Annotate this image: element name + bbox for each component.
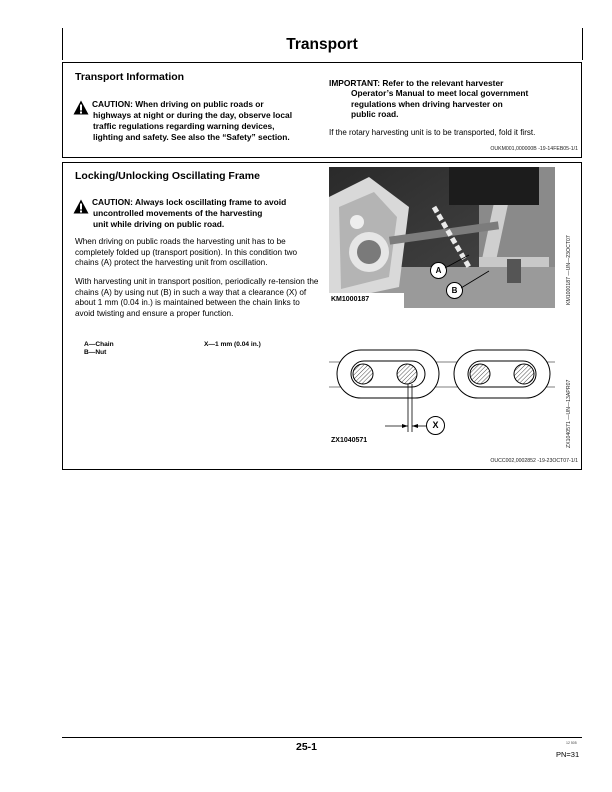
harvester-photo xyxy=(329,167,555,308)
footer-rule xyxy=(62,737,582,738)
diagram-side-code: ZX1040571 —UN—13APR07 xyxy=(566,379,572,448)
photo-label: KM1000187 xyxy=(331,296,370,303)
legend-item: B—Nut xyxy=(84,349,107,357)
warning-triangle-icon xyxy=(73,199,89,214)
caution-line: CAUTION: Always lock oscillating frame to avoid xyxy=(92,197,287,207)
transport-position-paragraph: When driving on public roads the harvesting unit has to be completely folded up (transport position). In this condition two chains (A) protect the harvesting unit from oscillation. xyxy=(75,237,298,268)
important-line: public road. xyxy=(351,109,399,120)
important-line: IMPORTANT: Refer to the relevant harvester xyxy=(329,78,504,88)
legend-left xyxy=(84,341,114,358)
important-note xyxy=(329,78,579,120)
important-line: Operator’s Manual to meet local government xyxy=(351,88,529,99)
callout-x-label: X xyxy=(432,420,439,430)
legend-item: X—1 mm (0.04 in.) xyxy=(204,341,261,348)
fold-instruction: If the rotary harvesting unit is to be transported, fold it first. xyxy=(329,128,536,137)
caution-line: lighting and safety. See also the “Safety” section. xyxy=(93,132,290,142)
small-code: 12 505 xyxy=(566,741,577,745)
transport-info-heading: Transport Information xyxy=(75,71,185,83)
oscillating-frame-heading: Locking/Unlocking Oscillating Frame xyxy=(75,170,260,182)
warning-triangle-icon xyxy=(73,100,89,115)
chain-clearance-diagram xyxy=(329,340,555,450)
pn-label: PN=31 xyxy=(556,750,580,759)
transport-caution xyxy=(92,99,332,143)
page-right-rule xyxy=(582,28,583,60)
callout-b-label: B xyxy=(451,286,458,295)
reference-code: OUKM001,000000B -19-14FEB05-1/1 xyxy=(490,146,578,152)
frame-caution xyxy=(92,197,332,230)
legend-right xyxy=(204,341,261,349)
callout-a-label: A xyxy=(435,266,442,275)
diagram-label: ZX1040571 xyxy=(331,437,368,444)
photo-side-code: KM1000187 —UN—23OCT07 xyxy=(566,235,572,305)
caution-line: highways at night or during the day, observe local xyxy=(93,110,293,120)
caution-line: CAUTION: When driving on public roads or xyxy=(92,99,264,109)
callout-x xyxy=(426,416,445,435)
legend-item: A—Chain xyxy=(84,341,114,348)
callout-leaders xyxy=(329,167,555,308)
chain-links-drawing xyxy=(329,340,555,450)
retension-paragraph: With harvesting unit in transport position, periodically re-tension the chains (A) by using nut (B) in such a way that a clearance (X) of about 1 mm (0.04 in.) is maintained between the chain links to avoid twisting and ensure a proper function. xyxy=(75,277,319,318)
caution-line: uncontrolled movements of the harvesting xyxy=(93,208,263,218)
caution-line: unit while driving on public road. xyxy=(93,219,225,229)
reference-code: OUCC002,0002852 -19-23OCT07-1/1 xyxy=(490,458,578,464)
caution-line: traffic regulations regarding warning devices, xyxy=(93,121,275,131)
page-title: Transport xyxy=(286,36,358,53)
page-number: 25-1 xyxy=(296,741,318,753)
important-line: regulations when driving harvester on xyxy=(351,98,503,109)
